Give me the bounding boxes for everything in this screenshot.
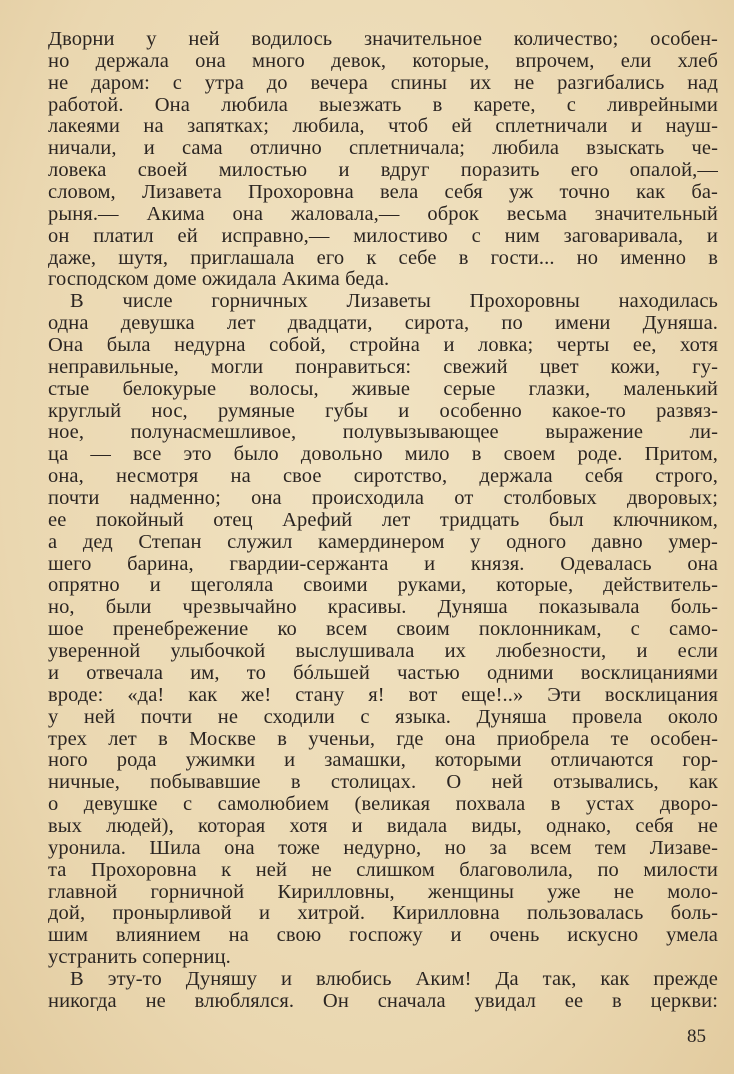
text-line: вых людей), которая хотя и видала виды, однако, себя не — [48, 814, 718, 837]
text-line: В числе горничных Лизаветы Прохоровны находилась — [70, 290, 718, 313]
text-line: господском доме ожидала Акима беда. — [48, 268, 390, 291]
text-line: Дворни у ней водилось значительное количество; особен- — [48, 28, 718, 50]
text-line: шим влиянием на свою госпожу и очень искусно умела — [48, 924, 718, 947]
text-line: одна девушка лет двадцати, сирота, по имени Дуняша. — [48, 312, 718, 335]
text-line: не даром: с утра до вечера спины их не разгибались над — [48, 71, 718, 94]
text-line: дой, пронырливой и хитрой. Кирилловна пользовалась боль- — [48, 902, 718, 925]
text-line: словом, Лизавета Прохоровна вела себя уж точно как ба- — [48, 181, 718, 204]
text-line: ловека своей милостью и вдруг поразить его опалой,— — [48, 159, 718, 182]
text-line: В эту-то Дуняшу и влюбись Аким! Да так, как прежде — [70, 967, 718, 990]
text-line: ца — все это было довольно мило в своем роде. Притом, — [48, 443, 718, 466]
text-line: и отвечала им, то бóльшей частью одними восклицаниями — [48, 661, 718, 684]
text-line: вроде: «да! как же! стану я! вот еще!..» Эти восклицания — [48, 683, 718, 706]
text-line: Она была недурна собой, стройна и ловка; черты ее, хотя — [48, 334, 718, 357]
text-line: ного рода ужимки и замашки, которыми отличаются гор- — [48, 749, 718, 772]
text-line: почти надменно; она происходила от столбовых дворовых; — [48, 487, 718, 510]
text-line: она, несмотря на свое сиротство, держала себя строго, — [48, 465, 718, 488]
text-line: ное, полунасмешливое, полувызывающее выражение ли- — [48, 421, 718, 444]
text-line: главной горничной Кирилловны, женщины уже не моло- — [48, 880, 718, 903]
text-line: шое пренебрежение ко всем своим поклонникам, с само- — [48, 618, 718, 641]
text-line: та Прохоровна к ней не слишком благоволила, по милости — [48, 858, 718, 881]
text-line: но держала она много девок, которые, впрочем, ели хлеб — [48, 49, 718, 72]
text-line: уронила. Шила она тоже недурно, но за всем тем Лизаве- — [48, 836, 718, 859]
book-page-text — [48, 29, 718, 1013]
text-line: устранить соперниц. — [48, 946, 231, 969]
text-line: о девушке с самолюбием (великая похвала в устах дворо- — [48, 793, 718, 816]
text-line: работой. Она любила выезжать в карете, с ливрейными — [48, 93, 718, 116]
text-line: даже, шутя, приглашала его к себе в гости... но именно в — [48, 246, 718, 269]
text-line: никогда не влюблялся. Он сначала увидал ее в церкви: — [48, 989, 718, 1012]
text-line: лакеями на запятках; любила, чтоб ей сплетничали и науш- — [48, 115, 718, 138]
text-line: рыня.— Акима она жаловала,— оброк весьма значительный — [48, 202, 718, 225]
text-line: он платил ей исправно,— милостиво с ним заговаривала, и — [48, 224, 718, 247]
text-line: ее покойный отец Арефий лет тридцать был ключником, — [48, 508, 718, 531]
text-line: стые белокурые волосы, живые серые глазки, маленький — [48, 377, 718, 400]
text-line: трех лет в Москве в ученьи, где она приобрела те особен- — [48, 727, 718, 750]
text-line: шего барина, гвардии-сержанта и князя. Одевалась она — [48, 552, 718, 575]
text-line: у ней почти не сходили с языка. Дуняша провела около — [48, 705, 718, 728]
page-number: 85 — [687, 1026, 706, 1047]
text-line: ничные, побывавшие в столицах. О ней отзывались, как — [48, 771, 718, 794]
text-line: опрятно и щеголяла своими руками, которые, действитель- — [48, 574, 718, 597]
text-line: ничали, и сама отлично сплетничала; любила взыскать че- — [48, 137, 718, 160]
text-line: но, были чрезвычайно красивы. Дуняша показывала боль- — [48, 596, 718, 619]
text-line: а дед Степан служил камердинером у одного давно умер- — [48, 530, 718, 553]
text-line: круглый нос, румяные губы и особенно какое-то развяз- — [48, 399, 718, 422]
text-line: неправильные, могли понравиться: свежий цвет кожи, гу- — [48, 355, 718, 378]
text-line: уверенной улыбочкой выслушивала их любезности, и если — [48, 640, 718, 663]
